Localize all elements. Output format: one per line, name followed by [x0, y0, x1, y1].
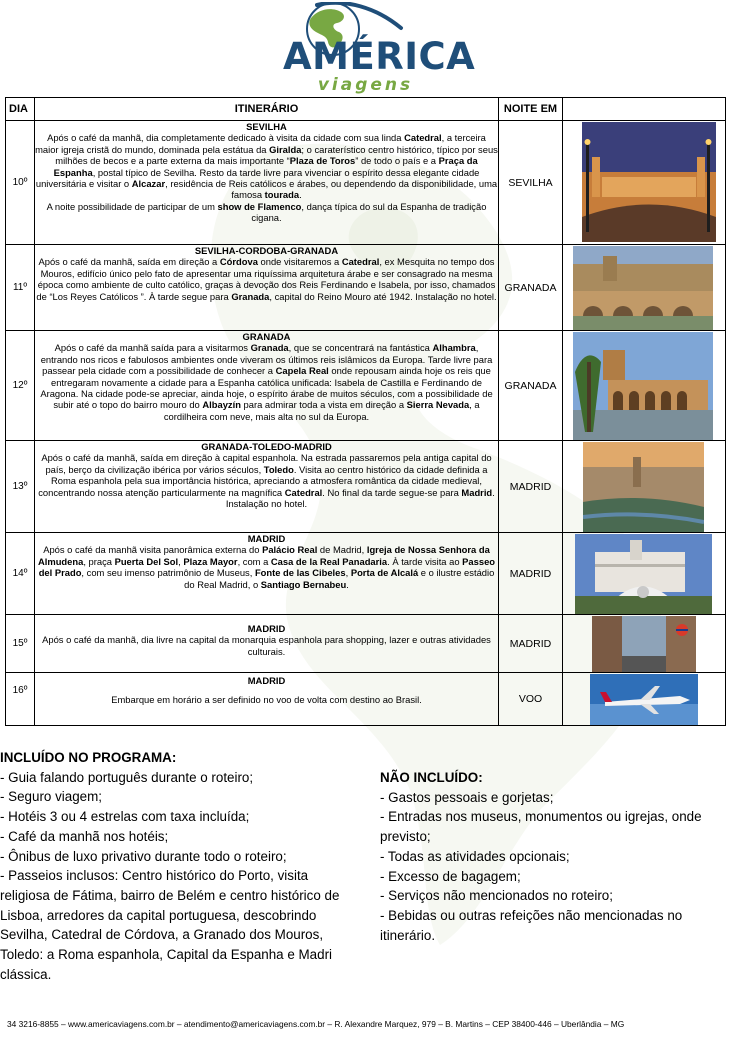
day-text: Após o café da manhã, saída em direção a Córdova onde visitaremos a Catedral, ex Mesquita no tempo dos Mouros, edifício único pelo fato de apresentar uma riquíssima arquitetura árabe e ser consagrado na mesma época como ambiente de culto católico, graças à devoção dos Reis Ferdinando e Isabela, por isso, chamados de “Los Reyes Católicos ”. À tarde segue para Granada, capital do Reino Mouro até 1942. Instalação no hotel. [36, 256, 497, 302]
day-cell: 10º [6, 121, 35, 245]
day-title: GRANADA [242, 331, 291, 342]
not-included-section [380, 768, 725, 945]
photo-cell [563, 673, 726, 726]
night-cell: MADRID [499, 533, 563, 615]
day-title: MADRID [247, 623, 286, 634]
logo-subtitle: viagens [317, 75, 414, 95]
table-row [6, 245, 726, 331]
plaza-de-espana-photo [582, 122, 716, 242]
day-cell: 11º [6, 245, 35, 331]
included-item: - Hotéis 3 ou 4 estrelas com taxa incluída; [0, 809, 250, 825]
toledo-photo [583, 442, 704, 532]
day-cell: 16º [6, 673, 35, 726]
alhambra-photo [573, 332, 713, 440]
not-included-item: - Entradas nos museus, monumentos ou igrejas, onde previsto; [380, 809, 702, 845]
table-header-row [6, 98, 726, 121]
night-cell: SEVILHA [499, 121, 563, 245]
madrid-street-photo [592, 616, 696, 672]
description-cell [35, 121, 499, 245]
day-title: SEVILHA [246, 121, 287, 132]
included-title: INCLUÍDO NO PROGRAMA: [0, 750, 177, 765]
day-text: Após o café da manhã visita panorâmica externa do Palácio Real de Madrid, Igreja de Nossa Senhora da Almudena, praça Puerta Del Sol, Plaza Mayor, com a Casa de la Real Panadaria. À tarde visita ao Passeo del Prado, com seu imenso patrimônio de Museus, Fonte de las Cibeles, Porta de Alcalá e o ilustre estádio do Real Madrid, o Santiago Bernabeu. [37, 544, 496, 590]
footer-contact: 34 3216-8855 – www.americaviagens.com.br – atendimento@americaviagens.com.br – R. Alexandre Marquez, 979 – B. Martins – CEP 38400-446 – Uberlândia – MG [7, 1019, 625, 1029]
not-included-item: - Serviços não mencionados no roteiro; [380, 888, 613, 904]
america-viagens-logo [283, 2, 476, 98]
night-cell: VOO [499, 673, 563, 726]
description-cell [35, 331, 499, 441]
photo-cell [563, 533, 726, 615]
included-section [0, 748, 360, 984]
not-included-item: - Todas as atividades opcionais; [380, 848, 570, 864]
photo-cell [563, 441, 726, 533]
day-title: MADRID [247, 533, 286, 544]
table-row [6, 615, 726, 673]
day-title: MADRID [247, 675, 286, 686]
table-row [6, 331, 726, 441]
photo-cell [563, 121, 726, 245]
description-cell [35, 673, 499, 726]
cibeles-photo [575, 534, 712, 614]
table-row [6, 673, 726, 726]
night-cell: GRANADA [499, 331, 563, 441]
night-cell: MADRID [499, 615, 563, 673]
not-included-item: - Excesso de bagagem; [380, 868, 521, 884]
night-cell: GRANADA [499, 245, 563, 331]
not-included-item: - Bebidas ou outras refeições não mencionadas no itinerário. [380, 907, 683, 943]
photo-cell [563, 615, 726, 673]
description-cell [35, 533, 499, 615]
day-cell: 12º [6, 331, 35, 441]
table-row [6, 121, 726, 245]
day-text-extra: A noite possibilidade de participar de um show de Flamenco, dança típica do sul da Espanha de tradição cigana. [46, 200, 487, 224]
description-cell [35, 441, 499, 533]
included-item: - Passeios inclusos: Centro histórico do Porto, visita religiosa de Fátima, bairro de Belém e centro histórico de Lisboa, arredores da capital portuguesa, descobrindo Sevilha, Catedral de Córdova, a Granado dos Mouros, Toledo: a Roma espanhola, Capital da Espanha e Madri clássica. [0, 868, 340, 982]
not-included-item: - Gastos pessoais e gorjetas; [380, 789, 554, 805]
included-item: - Café da manhã nos hotéis; [0, 828, 169, 844]
not-included-title: NÃO INCLUÍDO: [380, 770, 483, 785]
header-noite-em: NOITE EM [499, 98, 563, 121]
day-text: Após o café da manhã, saída em direção à capital espanhola. Na estrada passaremos pela antiga capital do país, berço da civilização ibérica por vários séculos, Toledo. Visita ao centro histórico da cidade definida a Roma espanhola pela sua importância histórica, apreciando a atmosfera romântica da cidade medieval, concentrando nossa atenção particularmente na magnífica Catedral. No final da tarde segue-se para Madrid. Instalação no hotel. [38, 452, 495, 510]
included-item: - Guia falando português durante o roteiro; [0, 769, 254, 785]
description-cell [35, 615, 499, 673]
table-row [6, 533, 726, 615]
header-dia: DIA [6, 98, 35, 121]
day-text: Após o café da manhã saída para a visitarmos Granada, que se concentrará na fantástica Alhambra, entrando nos ricos e fabulosos ambientes onde viveram os últimos reis islâmicos da Europa. Tarde livre para passear pela cidade com a possibilidade de conhecer a Capela Real onde repousam ainda hoje os reis que entregaram novamente a cidade para a Espanha católica unificada: Isabela de Castilla e Ferdinando de Aragona. Na cidade pode-se apreciar, ainda hoje, o espírito árabe de muitos séculos, com a possibilidade de subir até o topo do bairro mouro do Albayzín para admirar toda a vista em direção a Sierra Nevada, a cordilheira com neve, mais alta no sul da Europa. [40, 342, 493, 422]
day-text: Após o café da manhã, dia livre na capital da monarquia espanhola para shopping, lazer e outras atividades culturais. [42, 634, 491, 657]
day-title: GRANADA-TOLEDO-MADRID [201, 441, 332, 452]
airplane-photo [590, 674, 698, 725]
table-row [6, 441, 726, 533]
photo-cell [563, 331, 726, 441]
included-item: - Ônibus de luxo privativo durante todo o roteiro; [0, 848, 287, 864]
day-title: SEVILHA-CORDOBA-GRANADA [194, 245, 339, 256]
day-text: Embarque em horário a ser definido no voo de volta com destino ao Brasil. [111, 694, 422, 706]
description-cell [35, 245, 499, 331]
header-photo [563, 98, 726, 121]
day-cell: 13º [6, 441, 35, 533]
day-text: Após o café da manhã, dia completamente dedicado à visita da cidade com sua linda Catedral, a terceira maior igreja cristã do mundo, dominada pela estátua da Giralda; o caraterístico centro histórico, típico por seus milhões de becos e a parte externa da mais importante “Plaza de Toros” de todo o país e a Praça da Espanha, postal típico de Sevilha. Resto da tarde livre para vivenciar o espírito dessa elegante cidade universitária e visitar o Alcazar, residência de Reis católicos e árabes, ou dependendo da disponibilidade, uma famosa tourada. [35, 132, 498, 201]
cordoba-bridge-photo [573, 246, 713, 330]
photo-cell [563, 245, 726, 331]
included-item: - Seguro viagem; [0, 789, 102, 805]
itinerary-table [5, 97, 726, 726]
day-cell: 15º [6, 615, 35, 673]
day-cell: 14º [6, 533, 35, 615]
logo-title: AMÉRICA [283, 35, 476, 78]
spacer [35, 686, 498, 694]
header-itinerario: ITINERÁRIO [35, 98, 499, 121]
night-cell: MADRID [499, 441, 563, 533]
